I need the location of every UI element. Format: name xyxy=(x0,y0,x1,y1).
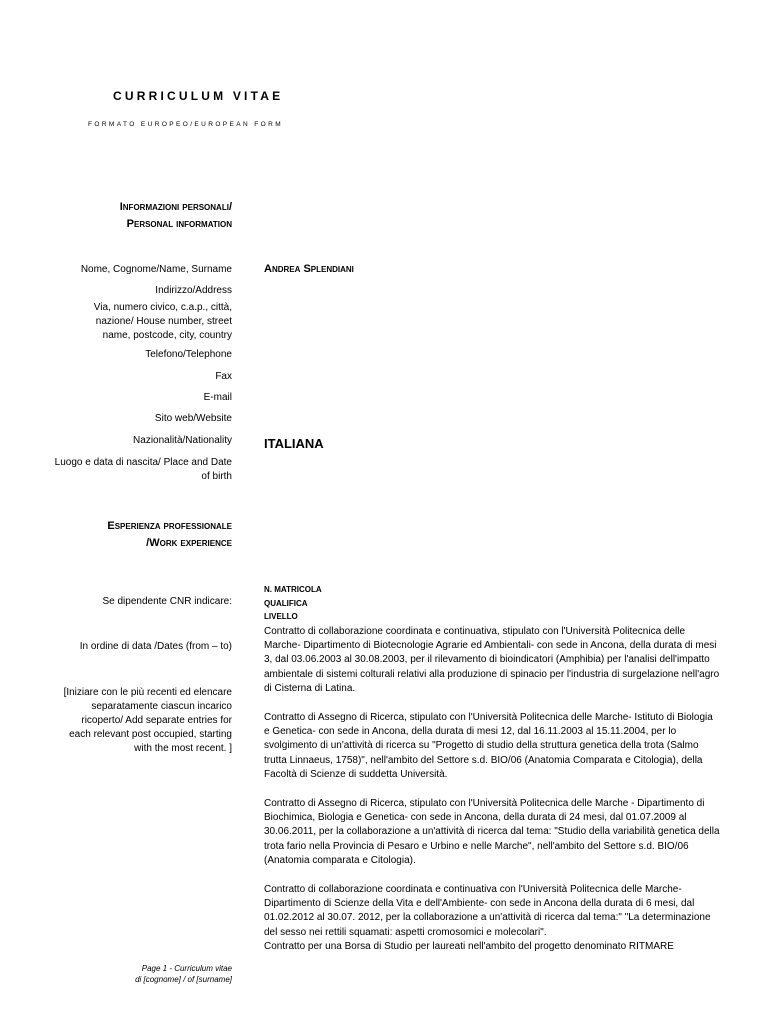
section-work-line1: Esperienza professionale xyxy=(107,520,232,532)
section-personal-heading xyxy=(32,199,232,233)
field-qualifica: QUALIFICA xyxy=(264,598,308,608)
section-work-line2: /Work experience xyxy=(146,537,232,549)
page-footer xyxy=(42,963,232,985)
document-title: CURRICULUM VITAE xyxy=(113,89,284,103)
work-entry-1: Contratto di collaborazione coordinata e continuativa, stipulato con l'Università Politecnica delle Marche- Dipartimento di Biotecnologie Agrarie ed Ambientali- con sede in Ancona, della durata di mesi 3, dal 03.06.2003 al 30.08.2003, per il rilevamento di bioindicatori (Amphibia) per l'analisi dell'impatto ambientale di sistemi colturali relativi alla produzione di spinacio per l'industria di surgelazione nell'agro di Cisterna di Latina. xyxy=(264,626,720,694)
section-personal-line2: Personal information xyxy=(126,218,232,230)
label-fax: Fax xyxy=(215,371,232,382)
label-email: E-mail xyxy=(203,392,232,403)
label-address-detail: Via, numero civico, c.a.p., città, nazione/ House number, street name, postcode, city, country xyxy=(93,302,232,341)
label-address: Indirizzo/Address xyxy=(155,285,232,296)
work-entry-4: Contratto di collaborazione coordinata e continuativa con l'Università Politecnica delle Marche- Dipartimento di Scienze della Vita e dell'Ambiente- con sede in Ancona della durata di 6 mesi, dal 01.02.2012 al 30.07. 2012, per la collaborazione a un'attività di ricerca dal tema:" "La determinazione del sesso nei rettili squamati: aspetti cromosomici e molecolari". xyxy=(264,884,711,938)
cnr-fields xyxy=(264,583,322,624)
section-work-heading xyxy=(32,518,232,552)
value-name: Andrea Splendiani xyxy=(264,263,354,275)
label-phone: Telefono/Telephone xyxy=(145,349,232,360)
field-livello: LIVELLO xyxy=(264,612,298,621)
label-note: [Iniziare con le più recenti ed elencare separatamente ciascun incarico ricoperto/ Add separate entries for each relevant post occupied, starting with the most recent. ] xyxy=(63,687,232,754)
label-website: Sito web/Website xyxy=(154,413,232,424)
work-entry-3: Contratto di Assegno di Ricerca, stipulato con l'Università Politecnica delle Marche - Dipartimento di Biochimica, Biologia e Genetica- con sede in Ancona, della durata di 24 mesi, dal 01.07.2009 al 30.06.2011, per la collaborazione a un'attività di ricerca dal tema: "Studio della variabilità genetica della trota fario nella Provincia di Pesaro e Urbino e nelle Marche", nell'ambito del Settore s.d. BIO/06 (Anatomia comparata e Citologia). xyxy=(264,798,720,866)
label-nationality: Nazionalità/Nationality xyxy=(133,435,232,446)
work-entry-2: Contratto di Assegno di Ricerca, stipulato con l'Università Politecnica delle Marche- Istituto di Biologia e Genetica- con sede in Ancona, della durata di mesi 12, dal 16.11.2003 al 15.11.2004, per lo svolgimento di un'attività di ricerca su "Progetto di studio della struttura genetica della trota (Salmo trutta Linnaeus, 1758)", nell'ambito del Settore s.d. BIO/06 (Anatomia Comparata e Citologia), della Facoltà di Scienze di suddetta Università. xyxy=(264,712,713,780)
label-cnr: Se dipendente CNR indicare: xyxy=(102,596,232,607)
label-dates: In ordine di data /Dates (from – to) xyxy=(79,641,232,652)
label-name: Nome, Cognome/Name, Surname xyxy=(80,264,232,275)
footer-line1: Page 1 - Curriculum vitae xyxy=(141,964,232,973)
section-personal-line1: Informazioni personali/ xyxy=(119,201,232,213)
field-matricola: N. MATRICOLA xyxy=(264,585,322,594)
label-birth: Luogo e data di nascita/ Place and Date of birth xyxy=(54,457,232,482)
work-entry-5: Contratto per una Borsa di Studio per laureati nell'ambito del progetto denominato RITMARE xyxy=(264,941,674,952)
footer-line2: di [cognome] / of [surname] xyxy=(135,975,232,984)
value-nationality: ITALIANA xyxy=(264,436,324,451)
document-subtitle: FORMATO EUROPEO/EUROPEAN FORM xyxy=(88,121,284,128)
